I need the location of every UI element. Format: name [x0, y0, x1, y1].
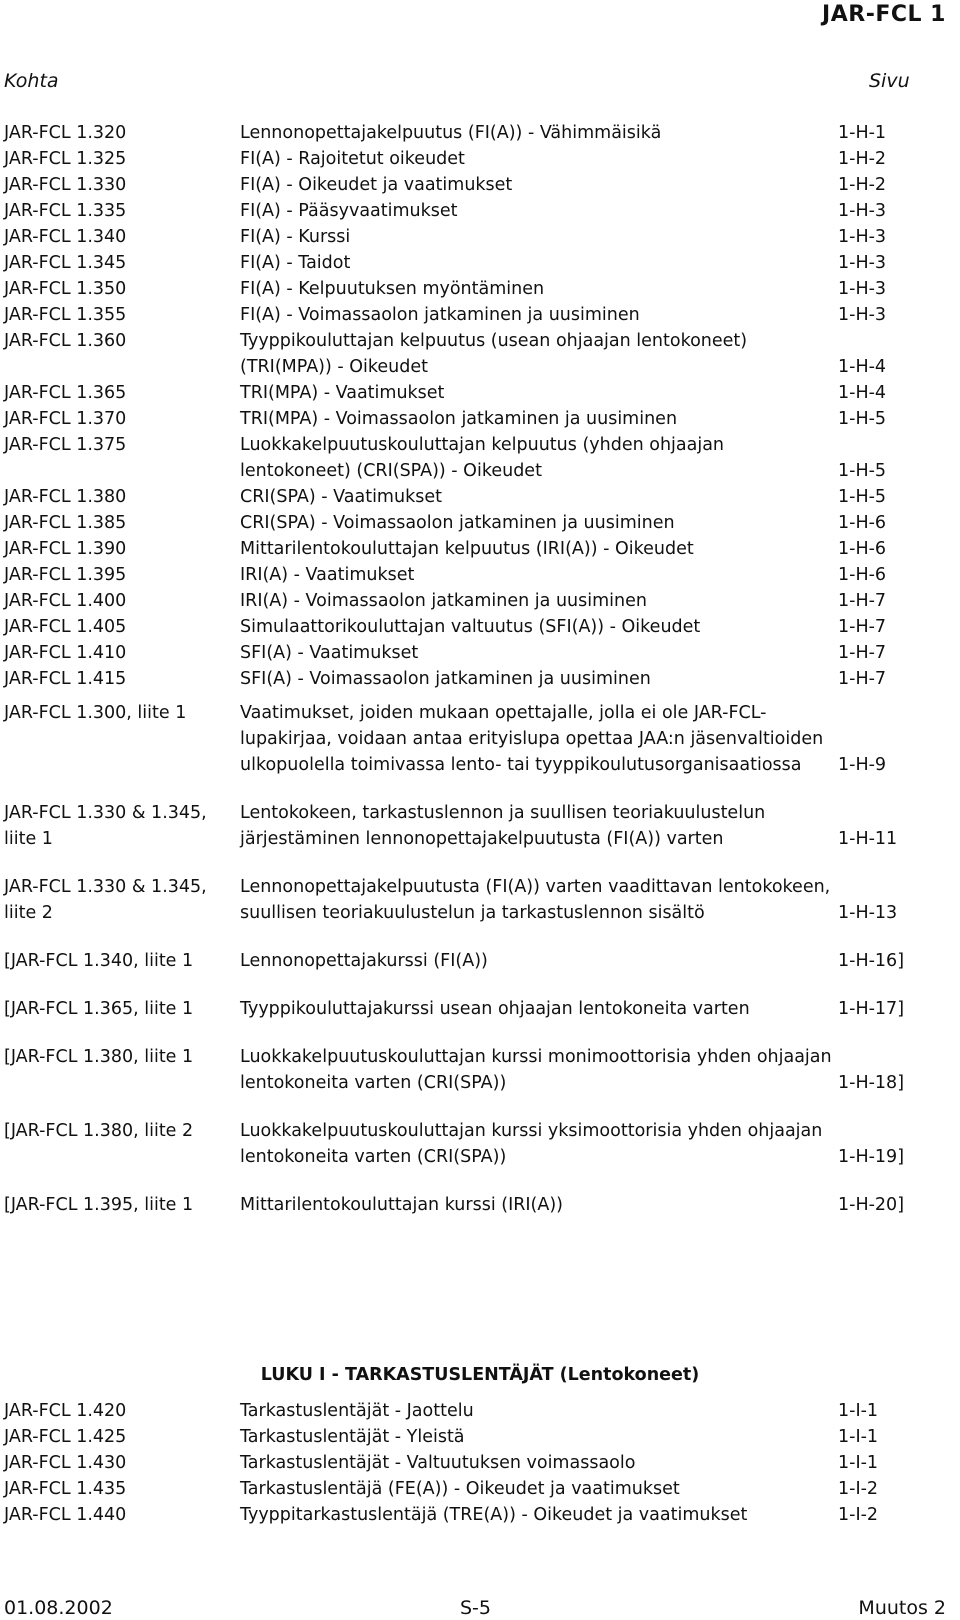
- toc-entry-title: FI(A) - Rajoitetut oikeudet: [240, 149, 465, 169]
- spacer: [4, 852, 944, 874]
- toc-entry-title: Lennonopettajakelpuutus (FI(A)) - Vähimmäisikä: [240, 123, 662, 143]
- toc-entry: [4, 276, 944, 302]
- toc-entry-title: Luokkakelpuutuskouluttajan kurssi yksimoottorisia yhden ohjaajan lentokoneita varten (CRI(SPA)): [240, 1121, 823, 1167]
- toc-entry-title: TRI(MPA) - Vaatimukset: [240, 383, 445, 403]
- toc-entry-reference: JAR-FCL 1.440: [4, 1505, 127, 1525]
- toc-entry-reference: JAR-FCL 1.405: [4, 617, 127, 637]
- toc-entry: [4, 1398, 944, 1424]
- toc-entry-page: 1-H-19]: [838, 1147, 905, 1167]
- toc-entry: [4, 614, 944, 640]
- toc-entry-title: Luokkakelpuutuskouluttajan kelpuutus (yhden ohjaajan lentokoneet) (CRI(SPA)) - Oikeudet: [240, 435, 725, 481]
- toc-entry: [4, 406, 944, 432]
- toc-entry-title: Lennonopettajakelpuutusta (FI(A)) varten vaadittavan lentokokeen, suullisen teoriakuulustelun ja tarkastuslennon sisältö: [240, 877, 831, 923]
- toc-entry-reference: JAR-FCL 1.395: [4, 565, 127, 585]
- toc-group-h: [4, 120, 944, 692]
- toc-entry: [4, 700, 944, 778]
- toc-entry-page: 1-H-7: [838, 617, 887, 637]
- toc-entry-reference: JAR-FCL 1.420: [4, 1401, 127, 1421]
- toc-entry: [4, 536, 944, 562]
- toc-entry-page: 1-H-17]: [838, 999, 905, 1019]
- column-heading-sivu: Sivu: [869, 70, 910, 92]
- spacer: [4, 1170, 944, 1192]
- toc-entry: [4, 224, 944, 250]
- toc-entry: [4, 328, 944, 380]
- toc-entry-page: 1-H-7: [838, 591, 887, 611]
- toc-entry: [4, 484, 944, 510]
- toc-entry-reference: JAR-FCL 1.350: [4, 279, 127, 299]
- toc-entry: [4, 250, 944, 276]
- section-heading: LUKU I - TARKASTUSLENTÄJÄT (Lentokoneet): [260, 1365, 700, 1385]
- spacer: [4, 1096, 944, 1118]
- toc-entry-reference: JAR-FCL 1.435: [4, 1479, 127, 1499]
- toc-entry-page: 1-I-1: [838, 1427, 879, 1447]
- toc-entry-page: 1-H-5: [838, 461, 887, 481]
- toc-entry-title: SFI(A) - Voimassaolon jatkaminen ja uusiminen: [240, 669, 651, 689]
- toc-entry-page: 1-H-3: [838, 305, 887, 325]
- toc-appendices: [4, 700, 944, 1218]
- toc-entry-page: 1-H-6: [838, 513, 887, 533]
- toc-entry: [4, 1192, 944, 1218]
- toc-entry-page: 1-H-4: [838, 357, 887, 377]
- toc-entry-title: Tarkastuslentäjät - Jaottelu: [240, 1401, 474, 1421]
- toc-entry: [4, 874, 944, 926]
- toc-entry-title: Mittarilentokouluttajan kurssi (IRI(A)): [240, 1195, 564, 1215]
- toc-entry-page: 1-H-1: [838, 123, 887, 143]
- toc-entry-title: Tarkastuslentäjät - Yleistä: [240, 1427, 465, 1447]
- toc-entry-page: 1-H-3: [838, 253, 887, 273]
- toc-entry-page: 1-I-1: [838, 1401, 879, 1421]
- toc-entry-title: Tarkastuslentäjät - Valtuutuksen voimassaolo: [240, 1453, 636, 1473]
- toc-entry-title: FI(A) - Taidot: [240, 253, 351, 273]
- toc-entry-reference: JAR-FCL 1.355: [4, 305, 127, 325]
- toc-entry-reference: [JAR-FCL 1.380, liite 2: [4, 1121, 194, 1141]
- toc-entry-reference: JAR-FCL 1.320: [4, 123, 127, 143]
- toc-entry: [4, 198, 944, 224]
- toc-entry-reference: JAR-FCL 1.330 & 1.345, liite 1: [4, 803, 207, 849]
- spacer: [4, 926, 944, 948]
- toc-entry-title: CRI(SPA) - Vaatimukset: [240, 487, 442, 507]
- toc-entry-page: 1-I-2: [838, 1479, 879, 1499]
- toc-entry: [4, 1424, 944, 1450]
- toc-entry-reference: [JAR-FCL 1.380, liite 1: [4, 1047, 194, 1067]
- spacer: [4, 1022, 944, 1044]
- toc-entry-title: FI(A) - Kelpuutuksen myöntäminen: [240, 279, 545, 299]
- toc-entry-page: 1-I-1: [838, 1453, 879, 1473]
- toc-entry-page: 1-H-11: [838, 829, 898, 849]
- toc-entry-page: 1-H-6: [838, 539, 887, 559]
- toc-entry-title: Tyyppitarkastuslentäjä (TRE(A)) - Oikeudet ja vaatimukset: [240, 1505, 748, 1525]
- toc-entry-page: 1-H-13: [838, 903, 898, 923]
- toc-entry-page: 1-H-7: [838, 643, 887, 663]
- toc-entry-title: FI(A) - Oikeudet ja vaatimukset: [240, 175, 513, 195]
- toc-entry: [4, 510, 944, 536]
- toc-entry: [4, 380, 944, 406]
- toc-entry-page: 1-H-16]: [838, 951, 905, 971]
- footer-page-number: S-5: [460, 1597, 492, 1619]
- toc-entry-page: 1-H-18]: [838, 1073, 905, 1093]
- toc-entry-page: 1-H-3: [838, 201, 887, 221]
- toc-entry: [4, 432, 944, 484]
- toc-group-i: [4, 1398, 944, 1528]
- toc-entry-title: Vaatimukset, joiden mukaan opettajalle, jolla ei ole JAR-FCL-lupakirjaa, voidaan antaa erityislupa opettaa JAA:n jäsenvaltioiden ulkopuolella toimivassa lento- tai tyyppikoulutusorganisaatiossa: [240, 703, 824, 775]
- toc-entry-reference: JAR-FCL 1.430: [4, 1453, 127, 1473]
- toc-entry-page: 1-I-2: [838, 1505, 879, 1525]
- footer-date: 01.08.2002: [4, 1597, 113, 1619]
- toc-entry-reference: JAR-FCL 1.330 & 1.345, liite 2: [4, 877, 207, 923]
- toc-entry-title: Luokkakelpuutuskouluttajan kurssi monimoottorisia yhden ohjaajan lentokoneita varten (CRI(SPA)): [240, 1047, 832, 1093]
- toc-entry: [4, 666, 944, 692]
- toc-entry-title: Tarkastuslentäjä (FE(A)) - Oikeudet ja vaatimukset: [240, 1479, 680, 1499]
- toc-entry: [4, 1502, 944, 1528]
- toc-entry-page: 1-H-3: [838, 227, 887, 247]
- toc-entry-reference: JAR-FCL 1.385: [4, 513, 127, 533]
- toc-entry-page: 1-H-20]: [838, 1195, 905, 1215]
- toc-entry: [4, 1118, 944, 1170]
- column-heading-kohta: Kohta: [4, 70, 59, 92]
- toc-entry-reference: JAR-FCL 1.390: [4, 539, 127, 559]
- toc-entry-reference: JAR-FCL 1.300, liite 1: [4, 703, 187, 723]
- document-id: JAR-FCL 1: [822, 2, 946, 27]
- toc-entry-page: 1-H-2: [838, 149, 887, 169]
- toc-entry-title: FI(A) - Kurssi: [240, 227, 351, 247]
- toc-entry: [4, 120, 944, 146]
- toc-entry-reference: JAR-FCL 1.330: [4, 175, 127, 195]
- toc-entry-page: 1-H-7: [838, 669, 887, 689]
- toc-entry-page: 1-H-5: [838, 409, 887, 429]
- toc-entry-title: Mittarilentokouluttajan kelpuutus (IRI(A)) - Oikeudet: [240, 539, 694, 559]
- toc-entry: [4, 1044, 944, 1096]
- toc-entry-page: 1-H-6: [838, 565, 887, 585]
- toc-entry-reference: JAR-FCL 1.365: [4, 383, 127, 403]
- toc-entry-reference: JAR-FCL 1.325: [4, 149, 127, 169]
- toc-entry: [4, 588, 944, 614]
- toc-entry-page: 1-H-9: [838, 755, 887, 775]
- toc-entry-reference: JAR-FCL 1.335: [4, 201, 127, 221]
- toc-entry-reference: [JAR-FCL 1.365, liite 1: [4, 999, 194, 1019]
- toc-entry: [4, 562, 944, 588]
- toc-entry-reference: JAR-FCL 1.380: [4, 487, 127, 507]
- toc-entry: [4, 640, 944, 666]
- toc-entry-reference: JAR-FCL 1.360: [4, 331, 127, 351]
- toc-entry: [4, 146, 944, 172]
- toc-entry-title: Lentokokeen, tarkastuslennon ja suullisen teoriakuulustelun järjestäminen lennonopettajakelpuutusta (FI(A)) varten: [240, 803, 766, 849]
- toc-entry-title: FI(A) - Pääsyvaatimukset: [240, 201, 458, 221]
- toc-entry-reference: JAR-FCL 1.370: [4, 409, 127, 429]
- toc-entry-reference: JAR-FCL 1.340: [4, 227, 127, 247]
- toc-entry: [4, 302, 944, 328]
- toc-entry-page: 1-H-5: [838, 487, 887, 507]
- toc-entry: [4, 948, 944, 974]
- toc-entry-reference: JAR-FCL 1.415: [4, 669, 127, 689]
- toc-entry-reference: JAR-FCL 1.425: [4, 1427, 127, 1447]
- toc-entry-reference: JAR-FCL 1.410: [4, 643, 127, 663]
- toc-entry-page: 1-H-2: [838, 175, 887, 195]
- toc-entry-reference: [JAR-FCL 1.340, liite 1: [4, 951, 194, 971]
- toc-entry-title: Lennonopettajakurssi (FI(A)): [240, 951, 488, 971]
- toc-entry: [4, 800, 944, 852]
- toc-entry-title: SFI(A) - Vaatimukset: [240, 643, 419, 663]
- toc-entry-title: TRI(MPA) - Voimassaolon jatkaminen ja uusiminen: [240, 409, 678, 429]
- toc-entry: [4, 996, 944, 1022]
- toc-entry-title: IRI(A) - Voimassaolon jatkaminen ja uusiminen: [240, 591, 647, 611]
- toc-entry: [4, 172, 944, 198]
- toc-entry-title: Tyyppikouluttajakurssi usean ohjaajan lentokoneita varten: [240, 999, 750, 1019]
- toc-entry-title: FI(A) - Voimassaolon jatkaminen ja uusiminen: [240, 305, 640, 325]
- toc-entry: [4, 1476, 944, 1502]
- toc-entry-page: 1-H-4: [838, 383, 887, 403]
- spacer: [4, 974, 944, 996]
- toc-entry-reference: JAR-FCL 1.345: [4, 253, 127, 273]
- footer-amendment: Muutos 2: [858, 1597, 946, 1619]
- toc-entry: [4, 1450, 944, 1476]
- toc-entry-reference: [JAR-FCL 1.395, liite 1: [4, 1195, 194, 1215]
- toc-entry-reference: JAR-FCL 1.400: [4, 591, 127, 611]
- toc-entry-title: Simulaattorikouluttajan valtuutus (SFI(A)) - Oikeudet: [240, 617, 701, 637]
- toc-entry-reference: JAR-FCL 1.375: [4, 435, 127, 455]
- toc-entry-title: CRI(SPA) - Voimassaolon jatkaminen ja uusiminen: [240, 513, 675, 533]
- spacer: [4, 778, 944, 800]
- toc-entry-title: Tyyppikouluttajan kelpuutus (usean ohjaajan lentokoneet) (TRI(MPA)) - Oikeudet: [240, 331, 748, 377]
- toc-entry-title: IRI(A) - Vaatimukset: [240, 565, 415, 585]
- toc-entry-page: 1-H-3: [838, 279, 887, 299]
